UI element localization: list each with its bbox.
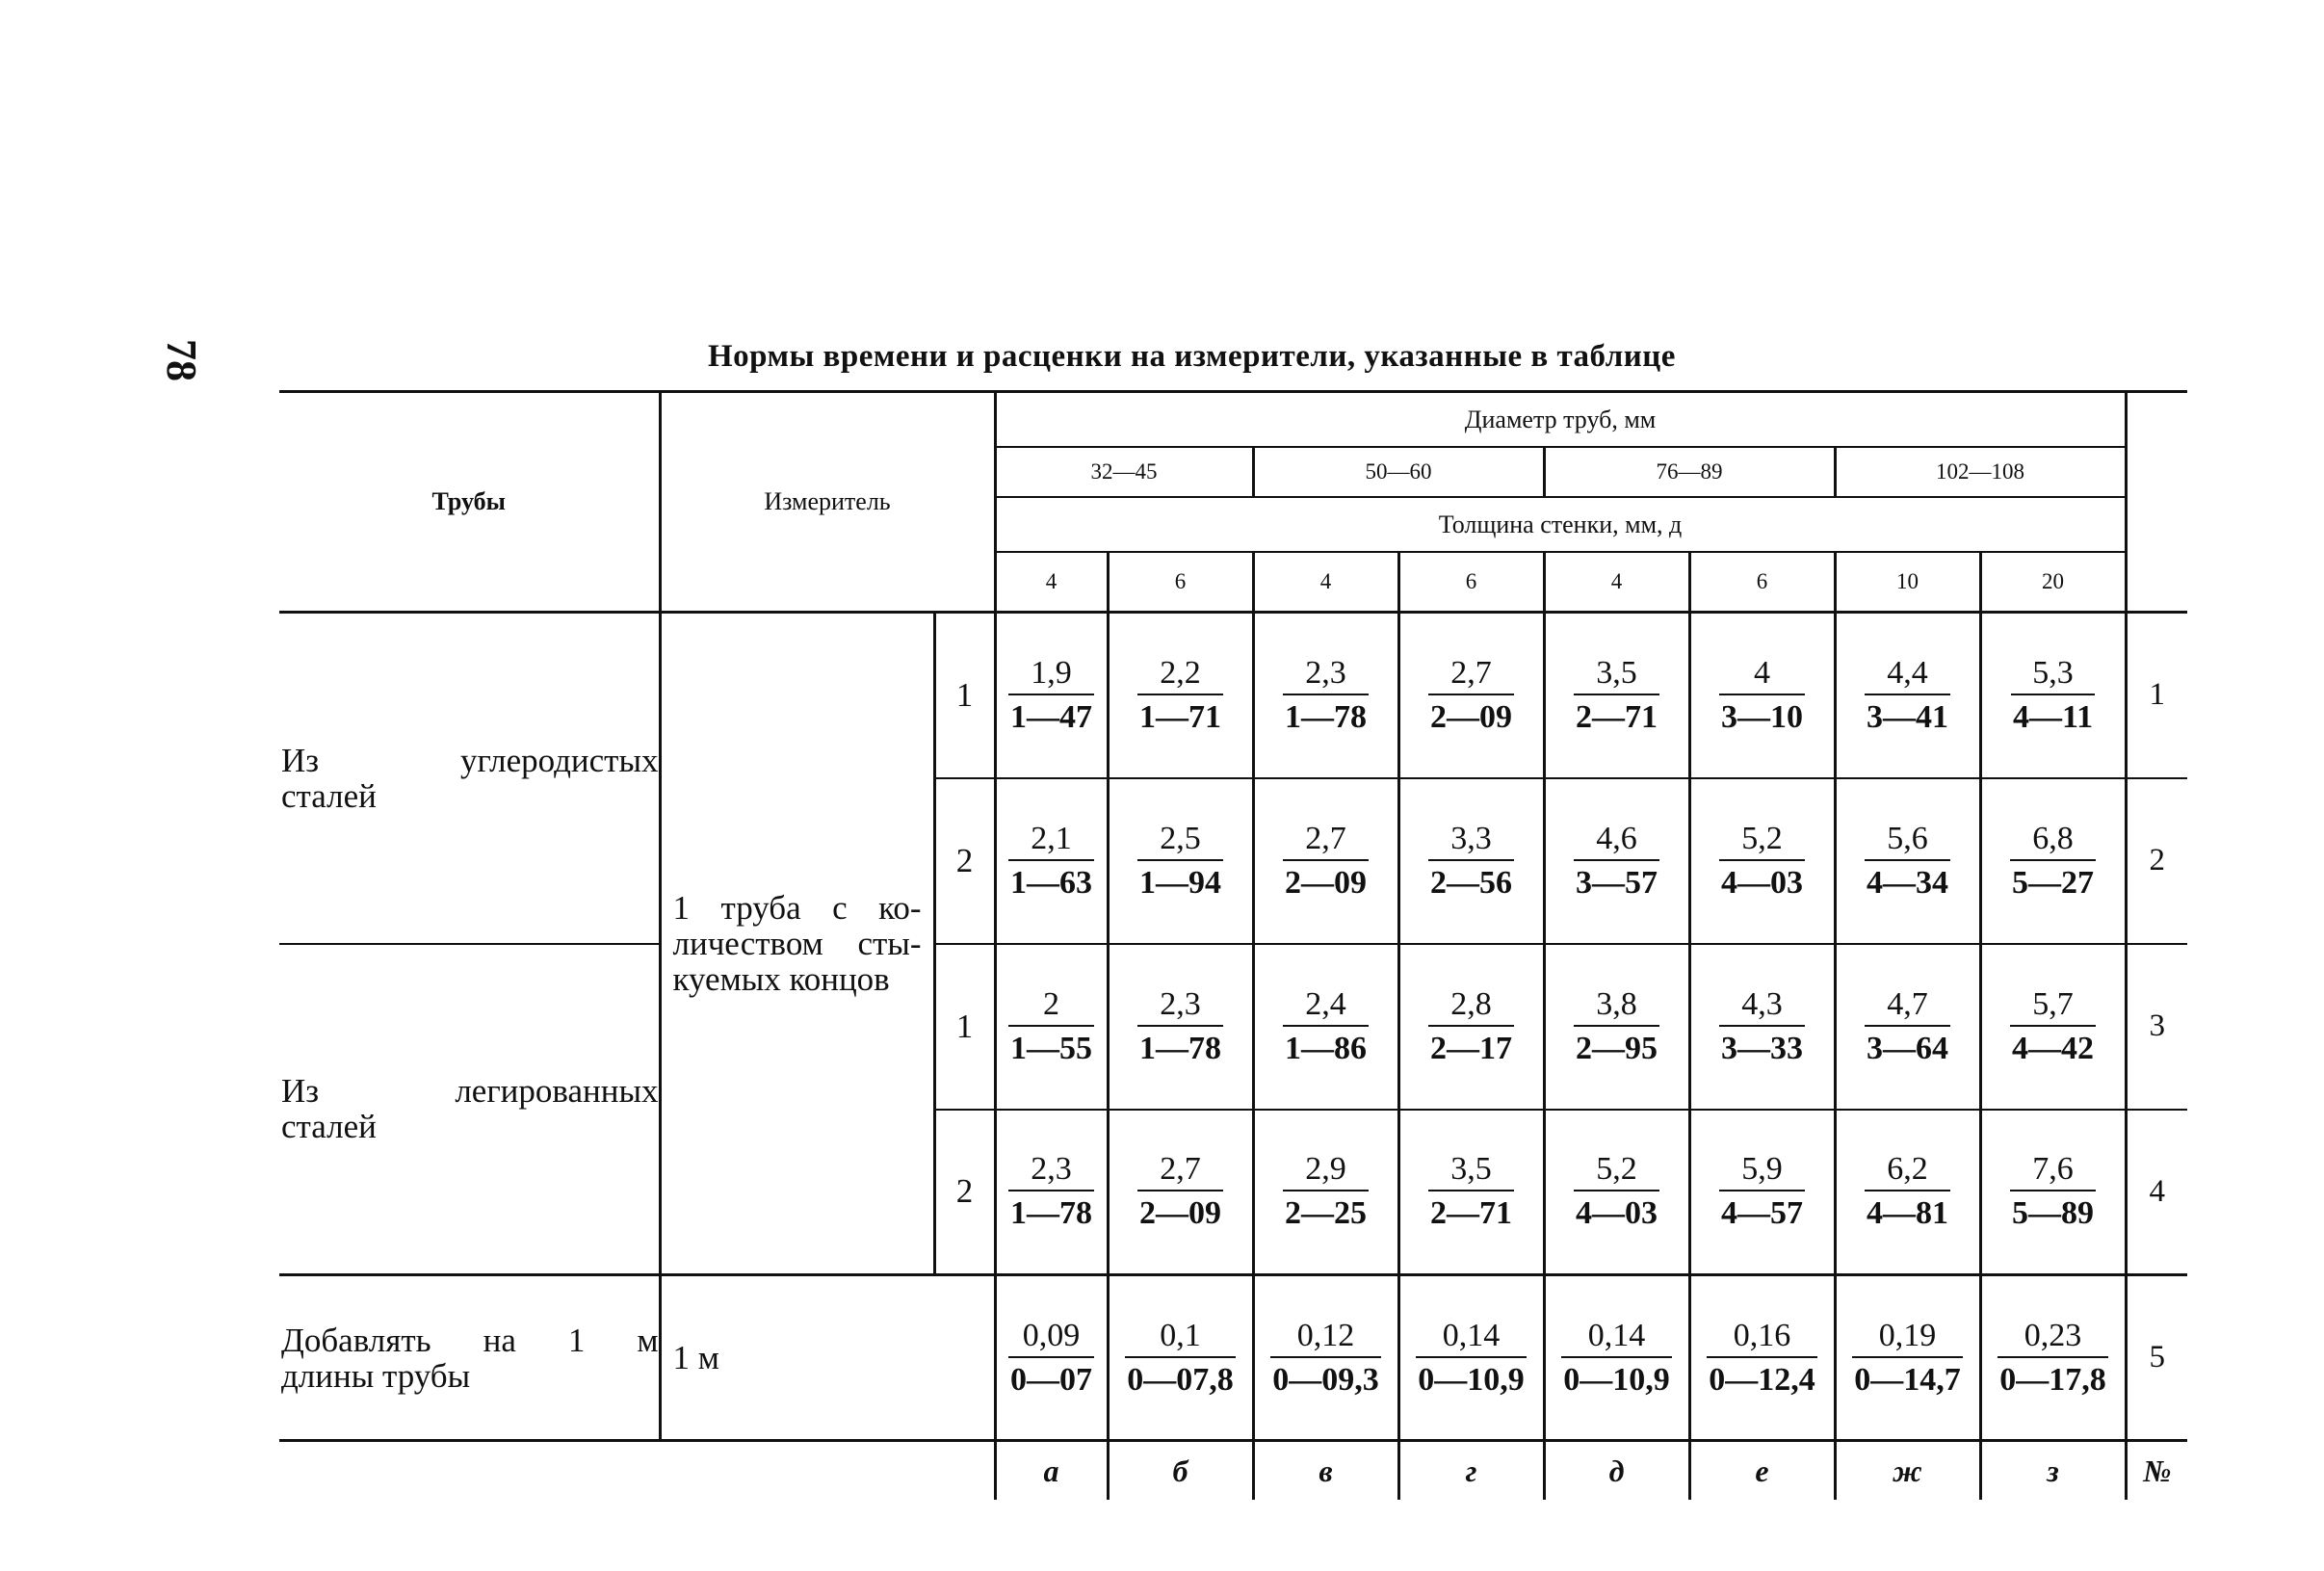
cell (1835, 613, 1980, 778)
price: 1—47 (1010, 698, 1093, 735)
cell (995, 1110, 1108, 1275)
cell (1689, 778, 1835, 944)
time-norm: 2,7 (1137, 1151, 1223, 1191)
time-norm: 0,16 (1707, 1318, 1817, 1358)
price: 3—10 (1721, 698, 1804, 735)
price: 4—81 (1867, 1195, 1949, 1232)
cell (995, 778, 1108, 944)
cell (1544, 778, 1689, 944)
group-word: Из (281, 1072, 320, 1111)
norms-table (279, 390, 2187, 1500)
cell (1108, 778, 1253, 944)
cell (1398, 778, 1544, 944)
time-norm: 7,6 (2010, 1151, 2096, 1191)
add-per-meter-label (279, 1275, 660, 1441)
column-letter: з (1980, 1441, 2126, 1501)
price: 0—17,8 (1999, 1361, 2106, 1398)
meter-line: 1 труба с ко- (672, 889, 922, 927)
price: 1—86 (1285, 1030, 1368, 1066)
cell (1253, 1275, 1398, 1441)
wall-value: 4 (1544, 552, 1689, 613)
cell (1980, 1275, 2126, 1441)
cell (1398, 613, 1544, 778)
header-pipes: Трубы (279, 392, 660, 613)
price: 2—71 (1576, 698, 1658, 735)
time-norm: 2,3 (1283, 655, 1369, 695)
add-label-word: на (483, 1321, 516, 1359)
column-letter: в (1253, 1441, 1398, 1501)
price: 1—78 (1010, 1195, 1093, 1232)
price: 2—09 (1139, 1195, 1222, 1232)
time-norm: 0,23 (1998, 1318, 2108, 1358)
price: 2—09 (1285, 864, 1368, 901)
table-row-3 (279, 944, 2187, 1110)
group-carbon-steel (279, 613, 660, 944)
price: 3—57 (1576, 864, 1658, 901)
column-letter: д (1544, 1441, 1689, 1501)
price: 1—78 (1285, 698, 1368, 735)
number-label: № (2126, 1441, 2187, 1501)
header-number-col (2126, 392, 2187, 613)
add-label-line2: длины трубы (281, 1356, 471, 1395)
time-norm: 2,1 (1008, 821, 1094, 861)
time-norm: 3,8 (1574, 986, 1659, 1027)
ends-count: 1 (934, 613, 995, 778)
group-word: легированных (455, 1072, 659, 1111)
column-letter: е (1689, 1441, 1835, 1501)
price: 4—03 (1576, 1195, 1658, 1232)
header-meter: Измеритель (660, 392, 995, 613)
ends-count: 2 (934, 778, 995, 944)
row-number: 4 (2126, 1110, 2187, 1275)
time-norm: 5,3 (2011, 655, 2095, 695)
price: 2—09 (1430, 698, 1513, 735)
time-norm: 5,2 (1719, 821, 1805, 861)
cell (1835, 1110, 1980, 1275)
add-label-word: м (637, 1321, 659, 1359)
time-norm: 5,7 (2010, 986, 2096, 1027)
cell (1544, 1110, 1689, 1275)
table-row-add-per-meter (279, 1275, 2187, 1441)
price: 1—55 (1010, 1030, 1093, 1066)
price: 4—34 (1867, 864, 1949, 901)
time-norm: 3,5 (1574, 655, 1659, 695)
time-norm: 6,8 (2010, 821, 2096, 861)
price: 0—07,8 (1127, 1361, 1234, 1398)
cell (1398, 1275, 1544, 1441)
wall-value: 6 (1108, 552, 1253, 613)
cell (1689, 613, 1835, 778)
group-word: сталей (281, 1108, 377, 1146)
cell (1835, 1275, 1980, 1441)
time-norm: 0,12 (1270, 1318, 1381, 1358)
empty-cell (279, 1441, 995, 1501)
cell (1108, 613, 1253, 778)
price: 2—71 (1430, 1195, 1513, 1232)
diameter-76-89: 76—89 (1544, 447, 1835, 497)
price: 2—25 (1285, 1195, 1368, 1232)
time-norm: 4,7 (1865, 986, 1950, 1027)
time-norm: 2,8 (1428, 986, 1514, 1027)
row-number: 3 (2126, 944, 2187, 1110)
price: 2—56 (1430, 864, 1513, 901)
price: 4—57 (1721, 1195, 1804, 1232)
cell (1398, 1110, 1544, 1275)
cell (995, 944, 1108, 1110)
time-norm: 6,2 (1865, 1151, 1950, 1191)
add-label-word: 1 (567, 1321, 586, 1359)
ends-count: 1 (934, 944, 995, 1110)
time-norm: 2,3 (1008, 1151, 1094, 1191)
time-norm: 0,19 (1852, 1318, 1963, 1358)
cell (1980, 613, 2126, 778)
time-norm: 1,9 (1008, 655, 1094, 695)
cell (1980, 944, 2126, 1110)
cell (995, 1275, 1108, 1441)
price: 5—27 (2012, 864, 2095, 901)
price: 5—89 (2012, 1195, 2095, 1232)
time-norm: 2 (1008, 986, 1094, 1027)
price: 3—41 (1867, 698, 1949, 735)
cell (1544, 613, 1689, 778)
cell (1980, 1110, 2126, 1275)
price: 0—07 (1010, 1361, 1093, 1398)
cell (1253, 1110, 1398, 1275)
time-norm: 4,4 (1865, 655, 1950, 695)
table-title: Нормы времени и расценки на измерители, указанные в таблице (708, 339, 1676, 374)
price: 3—33 (1721, 1030, 1804, 1066)
cell (1689, 1275, 1835, 1441)
price: 3—64 (1867, 1030, 1949, 1066)
row-number: 5 (2126, 1275, 2187, 1441)
page-number: 78 (158, 339, 205, 381)
row-number: 1 (2126, 613, 2187, 778)
wall-value: 4 (995, 552, 1108, 613)
column-letter: ж (1835, 1441, 1980, 1501)
price: 0—14,7 (1854, 1361, 1961, 1398)
header-row-diameter (279, 392, 2187, 448)
time-norm: 3,3 (1428, 821, 1514, 861)
price: 4—11 (2012, 698, 2094, 735)
cell (1544, 1275, 1689, 1441)
price: 1—94 (1139, 864, 1222, 901)
time-norm: 0,14 (1561, 1318, 1672, 1358)
meter-line: куемых концов (672, 960, 890, 998)
header-diameter-label: Диаметр труб, мм (995, 392, 2126, 448)
wall-value: 6 (1398, 552, 1544, 613)
group-word: углеродистых (460, 741, 659, 779)
time-norm: 2,3 (1137, 986, 1223, 1027)
cell (1835, 778, 1980, 944)
time-norm: 0,1 (1125, 1318, 1236, 1358)
time-norm: 2,4 (1283, 986, 1369, 1027)
diameter-102-108: 102—108 (1835, 447, 2126, 497)
price: 0—12,4 (1709, 1361, 1815, 1398)
cell (1544, 944, 1689, 1110)
cell (1108, 944, 1253, 1110)
price: 1—71 (1139, 698, 1222, 735)
column-letter: г (1398, 1441, 1544, 1501)
time-norm: 4 (1719, 655, 1805, 695)
time-norm: 4,3 (1719, 986, 1805, 1027)
group-word: Из (281, 741, 320, 779)
wall-value: 20 (1980, 552, 2126, 613)
time-norm: 0,14 (1416, 1318, 1527, 1358)
price: 0—10,9 (1563, 1361, 1670, 1398)
norms-table-container (279, 390, 2172, 1500)
group-word: сталей (281, 776, 377, 815)
price: 2—17 (1430, 1030, 1513, 1066)
group-alloy-steel (279, 944, 660, 1275)
time-norm: 4,6 (1574, 821, 1659, 861)
cell (1108, 1110, 1253, 1275)
time-norm: 2,9 (1283, 1151, 1369, 1191)
cell (1398, 944, 1544, 1110)
time-norm: 5,9 (1719, 1151, 1805, 1191)
time-norm: 5,2 (1574, 1151, 1659, 1191)
diameter-50-60: 50—60 (1253, 447, 1544, 497)
column-letters-row (279, 1441, 2187, 1501)
time-norm: 2,7 (1283, 821, 1369, 861)
meter-line: личеством сты- (672, 925, 922, 962)
price: 4—03 (1721, 864, 1804, 901)
cell (1253, 613, 1398, 778)
time-norm: 0,09 (1008, 1318, 1094, 1358)
column-letter: б (1108, 1441, 1253, 1501)
time-norm: 5,6 (1865, 821, 1950, 861)
cell (1253, 778, 1398, 944)
wall-value: 4 (1253, 552, 1398, 613)
add-row-meter: 1 м (660, 1275, 995, 1441)
cell (995, 613, 1108, 778)
add-label-word: Добавлять (281, 1321, 431, 1359)
meter-pipe-ends (660, 613, 934, 1275)
cell (1980, 778, 2126, 944)
cell (1689, 944, 1835, 1110)
price: 1—78 (1139, 1030, 1222, 1066)
diameter-32-45: 32—45 (995, 447, 1253, 497)
cell (1253, 944, 1398, 1110)
time-norm: 2,7 (1428, 655, 1514, 695)
ends-count: 2 (934, 1110, 995, 1275)
row-number: 2 (2126, 778, 2187, 944)
column-letter: а (995, 1441, 1108, 1501)
time-norm: 3,5 (1428, 1151, 1514, 1191)
price: 1—63 (1010, 864, 1093, 901)
time-norm: 2,2 (1137, 655, 1223, 695)
price: 0—09,3 (1272, 1361, 1379, 1398)
wall-value: 6 (1689, 552, 1835, 613)
table-row-1 (279, 613, 2187, 778)
cell (1108, 1275, 1253, 1441)
price: 4—42 (2012, 1030, 2095, 1066)
time-norm: 2,5 (1137, 821, 1223, 861)
wall-value: 10 (1835, 552, 1980, 613)
cell (1689, 1110, 1835, 1275)
cell (1835, 944, 1980, 1110)
price: 0—10,9 (1418, 1361, 1525, 1398)
price: 2—95 (1576, 1030, 1658, 1066)
wall-thickness-label: Толщина стенки, мм, д (995, 497, 2126, 552)
